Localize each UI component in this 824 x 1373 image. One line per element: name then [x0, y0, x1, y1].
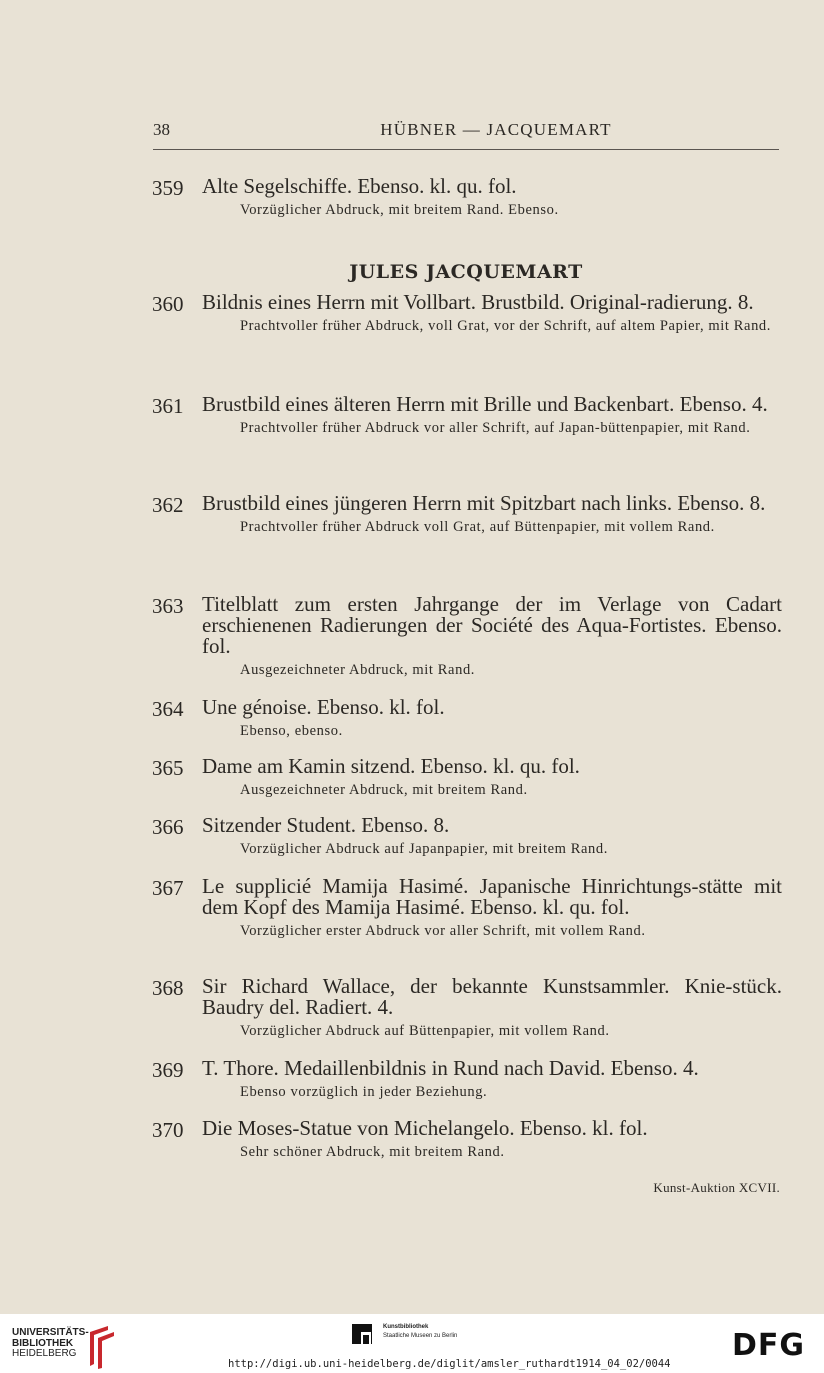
catalog-entry-364: [152, 697, 782, 741]
kb-line-2: Staatliche Museen zu Berlin: [383, 1333, 458, 1339]
entry-title: Titelblatt zum ersten Jahrgange der im Verlage von Cadart erschienenen Radierungen der Société des Aqua-Fortistes. Ebenso. fol.: [202, 592, 782, 658]
entry-title: Alte Segelschiffe. Ebenso. kl. qu. fol.: [202, 174, 517, 198]
entry-title: Sir Richard Wallace, der bekannte Kunstsammler. Knie-stück. Baudry del. Radiert. 4.: [202, 974, 782, 1019]
entry-note: Ebenso vorzüglich in jeder Beziehung.: [240, 1084, 488, 1100]
entry-note: Prachtvoller früher Abdruck, voll Grat, vor der Schrift, auf altem Papier, mit Rand.: [240, 318, 772, 334]
heidelberg-library-logo[interactable]: [12, 1322, 122, 1368]
kunstbibliothek-icon: [352, 1324, 374, 1348]
footer-signature: Kunst-Auktion XCVII.: [653, 1180, 780, 1195]
entry-number: 360: [152, 292, 184, 316]
catalog-entry-367: [152, 876, 782, 941]
entry-title: Sitzender Student. Ebenso. 8.: [202, 813, 450, 837]
entry-title: Le supplicié Mamija Hasimé. Japanische Hinrichtungs-stätte mit dem Kopf des Mamija Hasimé. Ebenso. kl. qu. fol.: [202, 874, 782, 919]
entry-note: Vorzüglicher Abdruck auf Büttenpapier, mit vollem Rand.: [240, 1023, 610, 1039]
entry-number: 362: [152, 493, 184, 517]
entry-number: 364: [152, 697, 184, 721]
entry-title: Bildnis eines Herrn mit Vollbart. Brustbild. Original-radierung. 8.: [202, 290, 754, 314]
entry-number: 367: [152, 876, 184, 900]
page-number: 38: [153, 120, 170, 139]
catalog-entry-365: [152, 756, 782, 800]
catalog-entry-362: [152, 493, 782, 537]
entry-title: Brustbild eines älteren Herrn mit Brille und Backenbart. Ebenso. 4.: [202, 392, 768, 416]
catalog-entry-370: [152, 1118, 782, 1162]
catalog-entry-363: [152, 594, 782, 680]
library-emblem-icon: [86, 1324, 118, 1370]
entry-number: 361: [152, 394, 184, 418]
running-title: HÜBNER — JACQUEMART: [380, 120, 612, 139]
entry-note: Vorzüglicher erster Abdruck vor aller Schrift, mit vollem Rand.: [240, 923, 646, 939]
header-rule: [153, 149, 779, 150]
entry-number: 363: [152, 594, 184, 618]
entry-note: Ausgezeichneter Abdruck, mit Rand.: [240, 662, 476, 678]
entry-number: 359: [152, 176, 184, 200]
entry-title: Brustbild eines jüngeren Herrn mit Spitzbart nach links. Ebenso. 8.: [202, 491, 766, 515]
entry-note: Vorzüglicher Abdruck auf Japanpapier, mit breitem Rand.: [240, 841, 608, 857]
digitization-footer: [0, 1314, 824, 1373]
entry-number: 370: [152, 1118, 184, 1142]
entry-title: T. Thore. Medaillenbildnis in Rund nach David. Ebenso. 4.: [202, 1056, 699, 1080]
catalog-entry-369: [152, 1058, 782, 1102]
dfg-logo[interactable]: DFG: [732, 1328, 806, 1363]
entry-title: Dame am Kamin sitzend. Ebenso. kl. qu. fol.: [202, 754, 580, 778]
permalink-url[interactable]: http://digi.ub.uni-heidelberg.de/diglit/amsler_ruthardt1914_04_02/0044: [228, 1358, 671, 1370]
entry-note: Vorzüglicher Abdruck, mit breitem Rand. Ebenso.: [240, 202, 559, 218]
entry-number: 368: [152, 976, 184, 1000]
entry-note: Ausgezeichneter Abdruck, mit breitem Rand.: [240, 782, 528, 798]
running-head: [153, 120, 779, 144]
catalog-entry-359: [152, 176, 782, 220]
catalog-entry-368: [152, 976, 782, 1041]
university-line-3: HEIDELBERG: [12, 1348, 77, 1359]
university-line-1: UNIVERSITÄTS-: [12, 1327, 89, 1338]
entry-note: Ebenso, ebenso.: [240, 723, 343, 739]
kunstbibliothek-logo[interactable]: [352, 1324, 374, 1353]
entry-number: 365: [152, 756, 184, 780]
entry-number: 366: [152, 815, 184, 839]
section-heading: JULES JACQUEMART: [349, 261, 583, 283]
university-library-text: [12, 1328, 89, 1360]
kunstbibliothek-text: [383, 1323, 457, 1341]
entry-title: Une génoise. Ebenso. kl. fol.: [202, 695, 445, 719]
kb-line-1: Kunstbibliothek: [383, 1324, 429, 1330]
entry-note: Prachtvoller früher Abdruck voll Grat, auf Büttenpapier, mit vollem Rand.: [240, 519, 715, 535]
catalog-entry-360: [152, 292, 782, 336]
entry-number: 369: [152, 1058, 184, 1082]
entry-note: Sehr schöner Abdruck, mit breitem Rand.: [240, 1144, 505, 1160]
catalog-entry-366: [152, 815, 782, 859]
university-line-2: BIBLIOTHEK: [12, 1337, 74, 1349]
entry-note: Prachtvoller früher Abdruck vor aller Schrift, auf Japan-büttenpapier, mit Rand.: [240, 420, 751, 436]
entry-title: Die Moses-Statue von Michelangelo. Ebenso. kl. fol.: [202, 1116, 648, 1140]
catalog-entry-361: [152, 394, 782, 438]
